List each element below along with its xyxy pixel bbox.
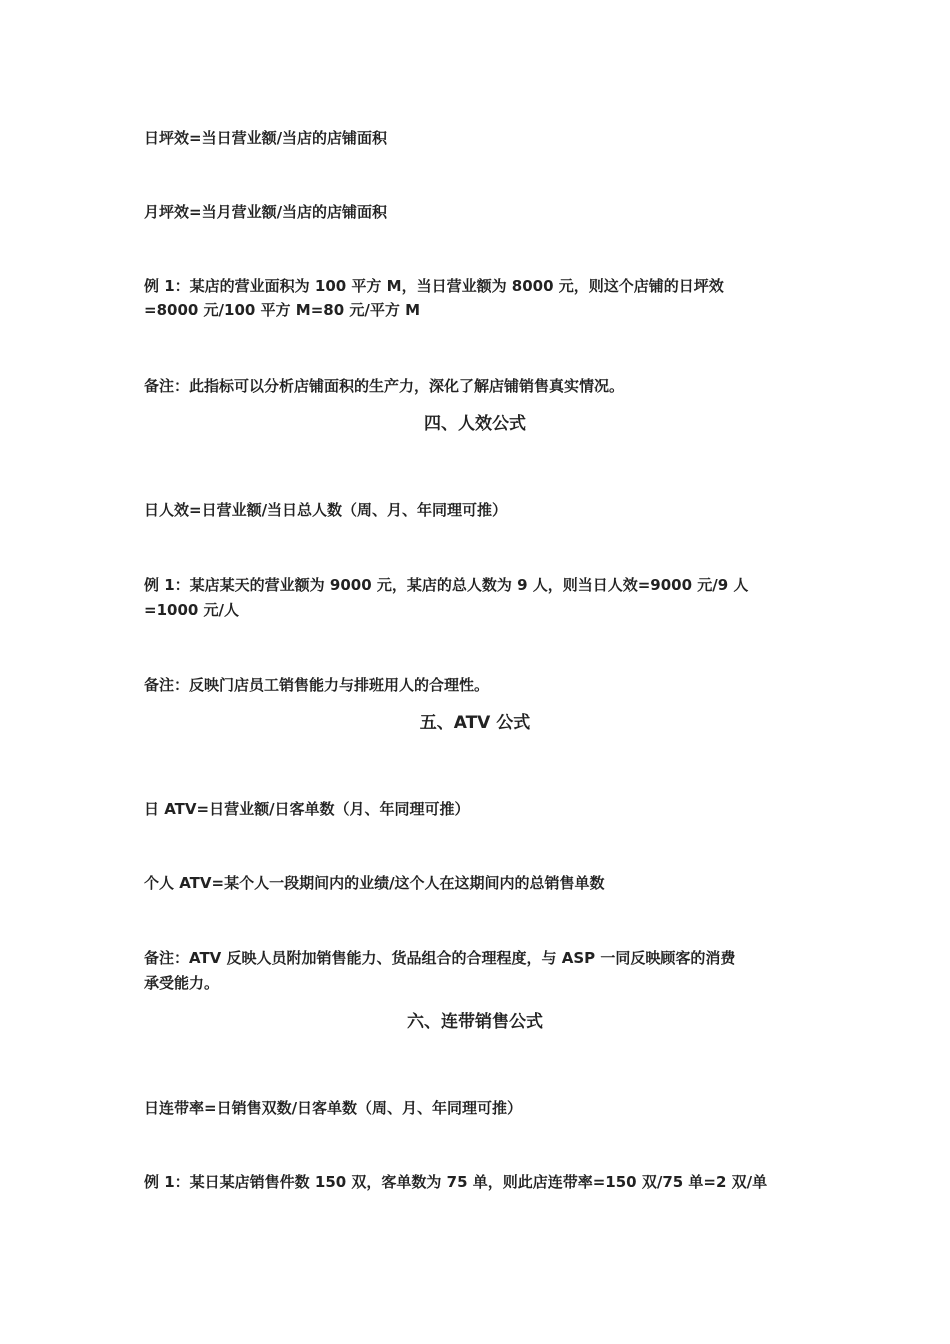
atv-note-line-1: 备注：ATV 反映人员附加销售能力、货品组合的合理程度，与 ASP 一同反映顾客的消费 — [144, 949, 736, 967]
monthly-sales-per-area-formula: 月坪效=当月营业额/当店的店铺面积 — [144, 203, 388, 221]
sales-per-area-note: 备注：此指标可以分析店铺面积的生产力，深化了解店铺销售真实情况。 — [144, 377, 625, 395]
personal-atv-formula: 个人 ATV=某个人一段期间内的业绩/这个人在这期间内的总销售单数 — [144, 874, 605, 892]
section-heading-staff-efficiency: 四、人效公式 — [424, 414, 526, 434]
daily-atv-formula: 日 ATV=日营业额/日客单数（月、年同理可推） — [144, 800, 470, 818]
staff-efficiency-note: 备注：反映门店员工销售能力与排班用人的合理性。 — [144, 676, 490, 694]
staff-efficiency-example-line-2: =1000 元/人 — [144, 601, 240, 619]
staff-efficiency-example-line-1: 例 1：某店某天的营业额为 9000 元，某店的总人数为 9 人，则当日人效=9000 元/9 人 — [144, 576, 749, 594]
sales-per-area-example-line-1: 例 1：某店的营业面积为 100 平方 M，当日营业额为 8000 元，则这个店铺的日坪效 — [144, 277, 724, 295]
daily-attachment-rate-formula: 日连带率=日销售双数/日客单数（周、月、年同理可推） — [144, 1099, 523, 1117]
daily-sales-per-area-formula: 日坪效=当日营业额/当店的店铺面积 — [144, 129, 388, 147]
section-heading-atv: 五、ATV 公式 — [419, 713, 531, 733]
atv-note-line-2: 承受能力。 — [144, 974, 220, 992]
daily-staff-efficiency-formula: 日人效=日营业额/当日总人数（周、月、年同理可推） — [144, 501, 508, 519]
sales-per-area-example-line-2: =8000 元/100 平方 M=80 元/平方 M — [144, 301, 420, 319]
attachment-rate-example: 例 1：某日某店销售件数 150 双，客单数为 75 单，则此店连带率=150 双/75 单=2 双/单 — [144, 1173, 768, 1191]
section-heading-attachment-sales: 六、连带销售公式 — [407, 1012, 543, 1032]
